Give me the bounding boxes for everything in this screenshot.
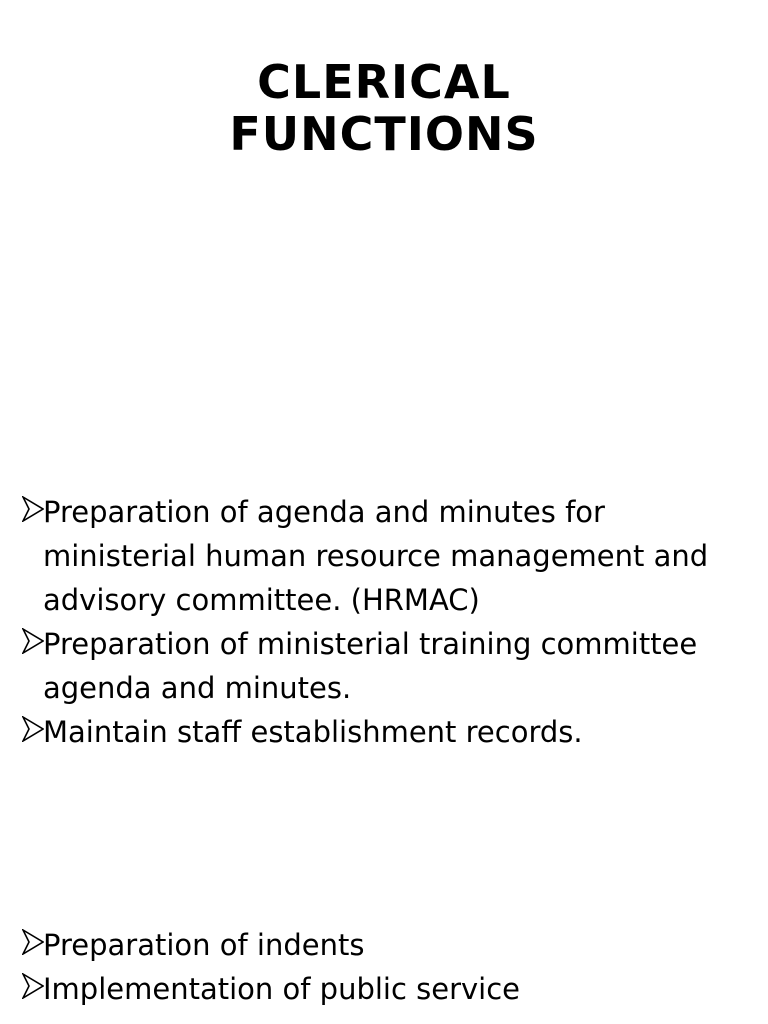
arrowhead-bullet-icon [22, 490, 46, 534]
bullet-text: Preparation of ministerial training committee agenda and minutes. [43, 627, 698, 705]
bullet-list-top [20, 490, 740, 754]
bullet-item-staff-records [20, 710, 740, 754]
bullet-item-training-committee [20, 622, 740, 710]
bullet-item-hrmac [20, 490, 740, 622]
bullet-text: Preparation of agenda and minutes for ministerial human resource management and advisory committee. (HRMAC) [43, 495, 709, 617]
bullet-text: Implementation of public service [43, 972, 521, 1006]
arrowhead-bullet-icon [22, 710, 46, 754]
arrowhead-bullet-icon [22, 622, 46, 666]
bullet-text: Preparation of indents [43, 928, 365, 962]
bullet-text: Maintain staff establishment records. [43, 715, 583, 749]
arrowhead-bullet-icon [22, 967, 46, 1011]
slide-title-line-1: CLERICAL [257, 55, 511, 109]
bullet-list-bottom [20, 923, 740, 1011]
bullet-item-public-service [20, 967, 740, 1011]
slide-title-line-2: FUNCTIONS [229, 107, 539, 161]
bullet-item-indents [20, 923, 740, 967]
slide-title [0, 56, 768, 160]
arrowhead-bullet-icon [22, 923, 46, 967]
